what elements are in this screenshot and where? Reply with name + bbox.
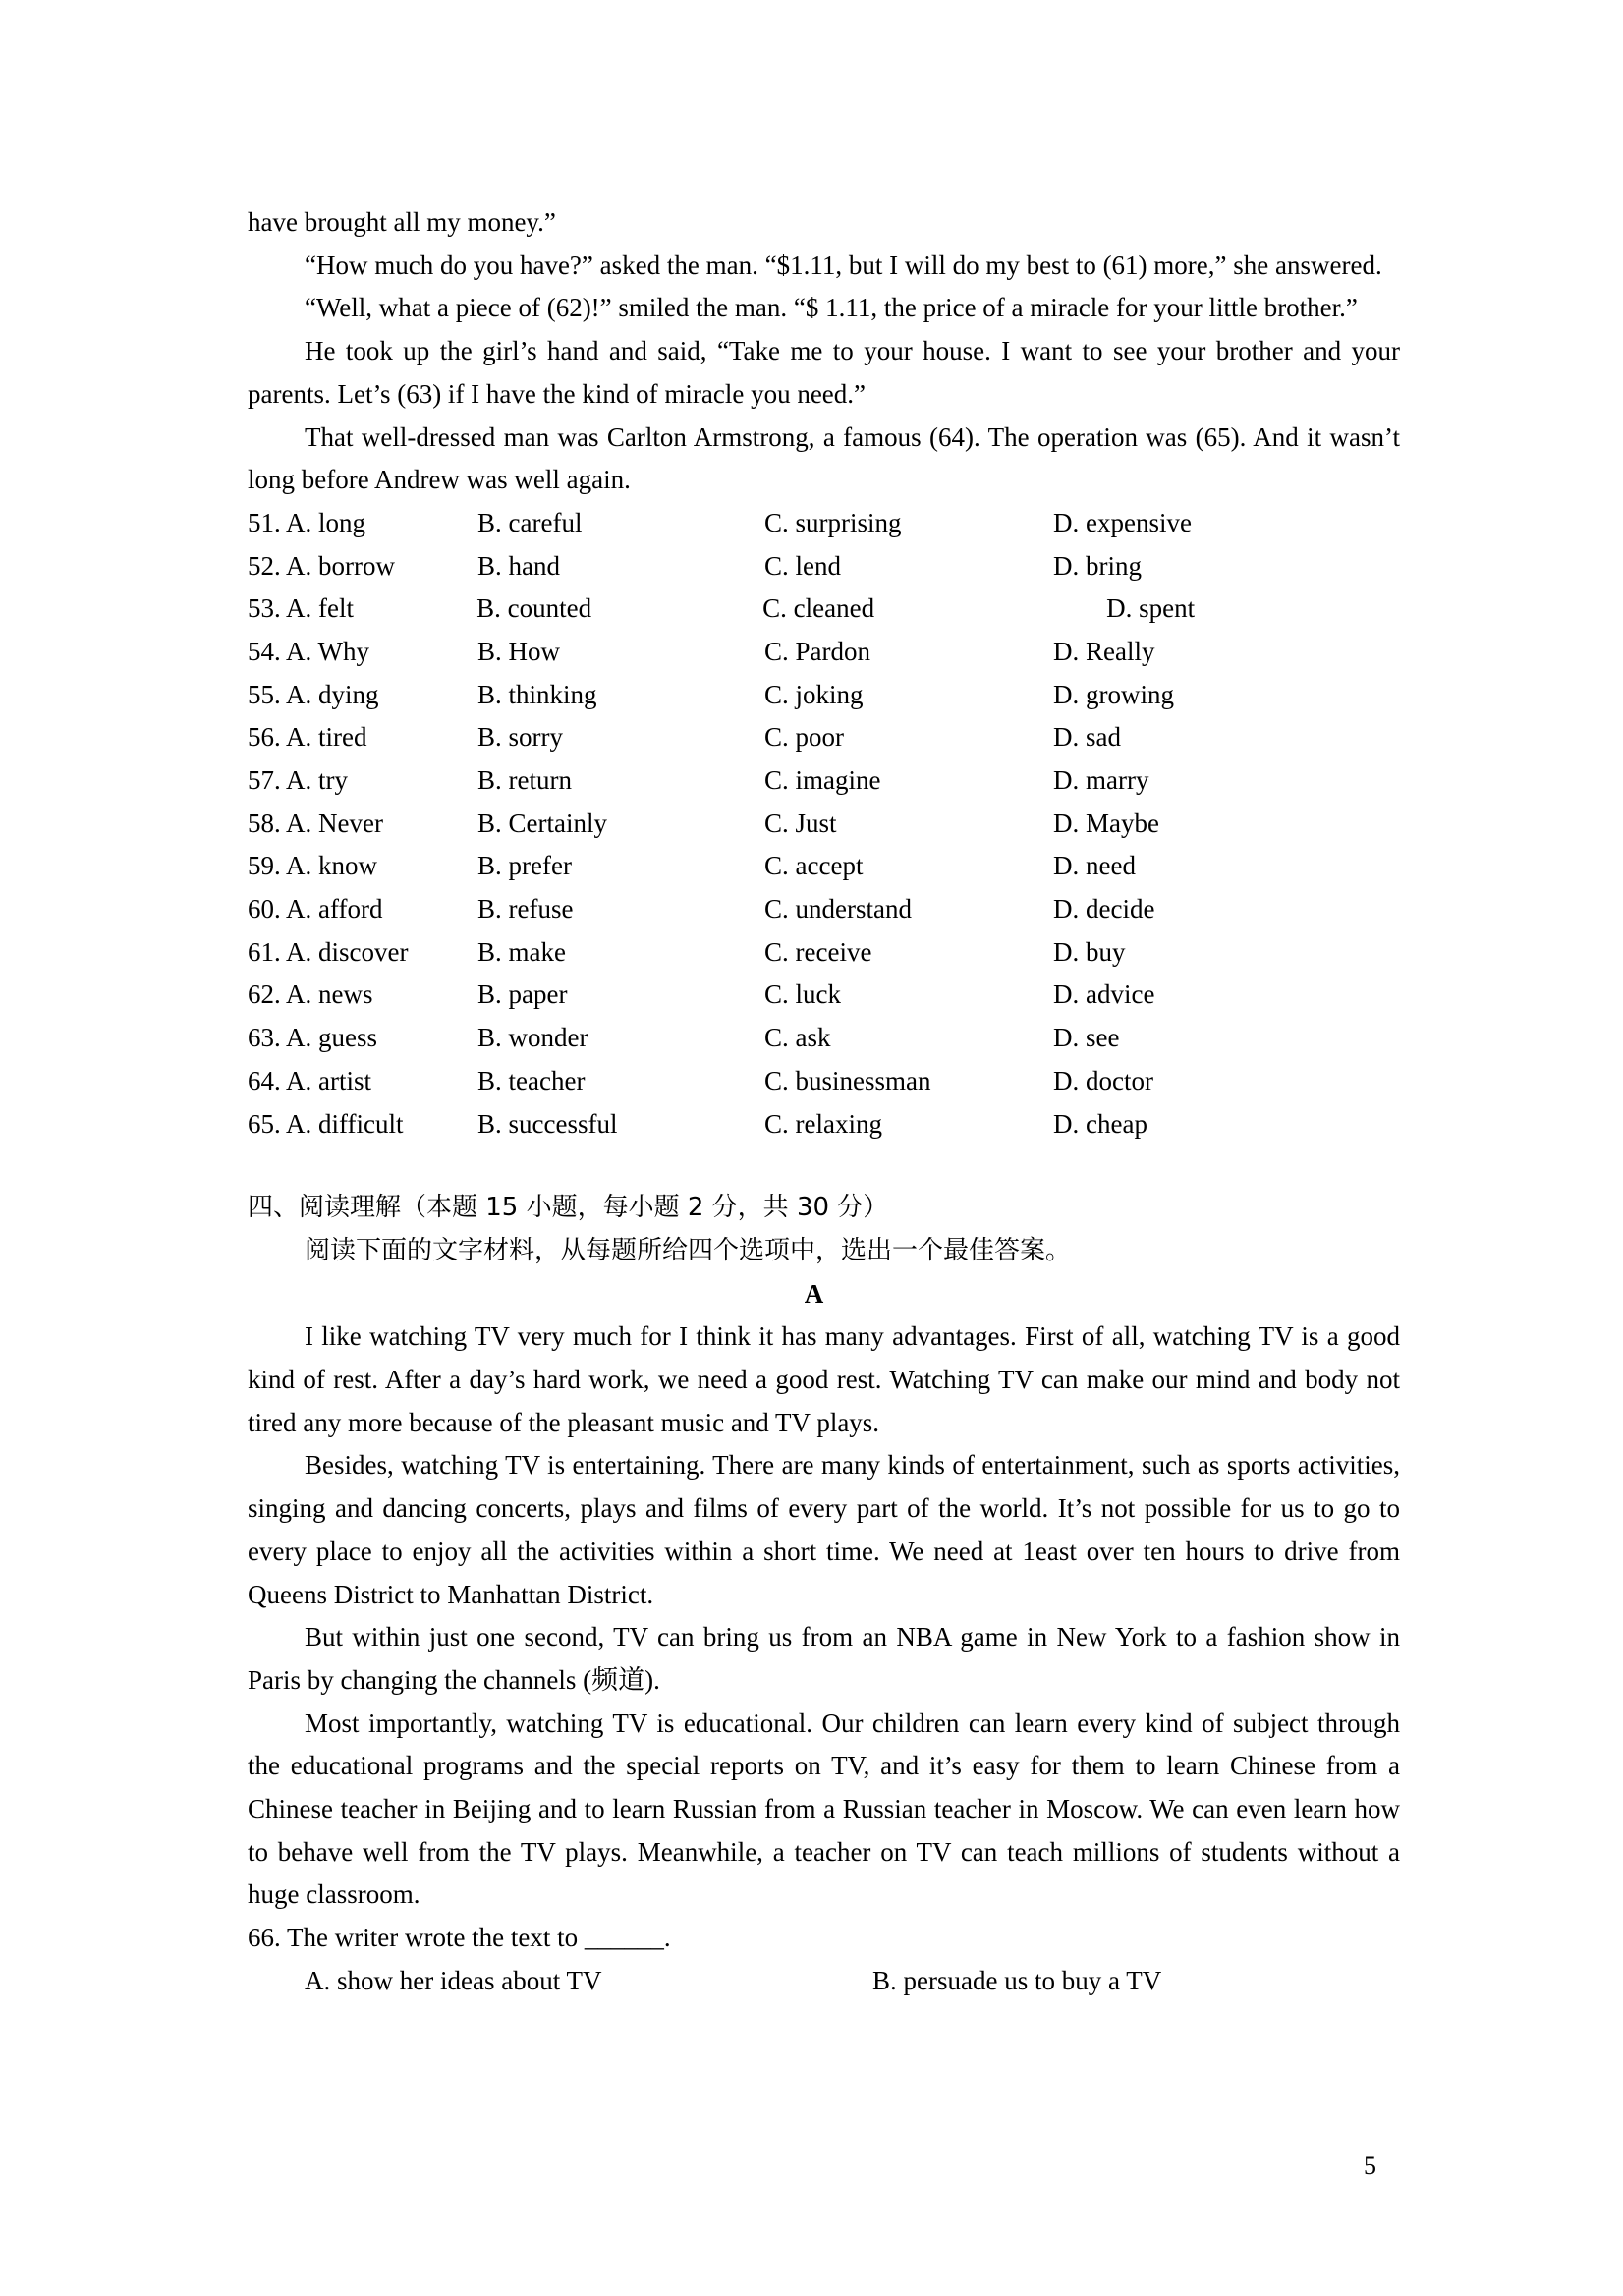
option-a: 61. A. discover: [248, 936, 409, 967]
option-a: 58. A. Never: [248, 808, 383, 838]
option-a: 62. A. news: [248, 980, 373, 1010]
exam-page: [248, 201, 1400, 2003]
option-d: D. cheap: [1053, 1108, 1147, 1139]
option-row-63: [248, 1017, 1400, 1060]
reading-section: [248, 1187, 1400, 2002]
page-number: 5: [1364, 2152, 1376, 2180]
passage-label: A: [804, 1278, 824, 1309]
option-d: D. doctor: [1053, 1065, 1153, 1095]
option-a: 63. A. guess: [248, 1023, 378, 1053]
option-b: B. return: [477, 765, 572, 796]
passage-paragraph: Most importantly, watching TV is educational. Our children can learn every kind of subject through the educational programs and the special reports on TV, and it’s easy for them to learn Chinese from a Chinese teacher in Beijing and to learn Russian from a Russian teacher in Moscow. We can even learn how to behave well from the TV plays. Meanwhile, a teacher on TV can teach millions of students without a huge classroom.: [248, 1708, 1400, 1910]
passage-paragraph: Besides, watching TV is entertaining. There are many kinds of entertainment, such as sports activities, singing and dancing concerts, plays and films of every part of the world. It’s not possible for us to go to every place to enjoy all the activities within a short time. We need at 1east over ten hours to drive from Queens District to Manhattan District.: [248, 1450, 1400, 1609]
option-d: D. bring: [1053, 550, 1142, 581]
option-c: C. Pardon: [764, 636, 870, 666]
story-paragraph: “Well, what a piece of (62)!” smiled the man. “$ 1.11, the price of a miracle for your little brother.”: [305, 293, 1358, 323]
option-row-55: [248, 674, 1400, 717]
answer-option-b: B. persuade us to buy a TV: [872, 1965, 1162, 1995]
option-c: C. Just: [764, 808, 837, 838]
option-row-51: [248, 502, 1400, 545]
option-b: B. careful: [477, 507, 583, 537]
option-c: C. relaxing: [764, 1108, 882, 1139]
option-d: D. spent: [1106, 593, 1196, 624]
option-b: B. Certainly: [477, 808, 607, 838]
option-c: C. receive: [764, 936, 872, 967]
cloze-options-list: [248, 502, 1400, 1146]
option-a: 64. A. artist: [248, 1065, 371, 1095]
option-row-60: [248, 888, 1400, 931]
option-c: C. understand: [764, 894, 912, 924]
option-b: B. sorry: [477, 722, 563, 753]
option-row-58: [248, 803, 1400, 846]
option-d: D. see: [1053, 1023, 1120, 1053]
story-paragraph: That well-dressed man was Carlton Armstrong, a famous (64). The operation was (65). And it wasn’t long before Andrew was well again.: [248, 421, 1400, 495]
option-a: 51. A. long: [248, 507, 366, 537]
option-a: 56. A. tired: [248, 722, 367, 753]
option-a: 59. A. know: [248, 851, 378, 881]
option-a: 54. A. Why: [248, 636, 370, 666]
section-spacer: [248, 1146, 1400, 1187]
option-c: C. businessman: [764, 1065, 931, 1095]
option-a: 52. A. borrow: [248, 550, 395, 581]
option-d: D. marry: [1053, 765, 1149, 796]
option-b: B. refuse: [477, 894, 574, 924]
cloze-story-ending: [248, 201, 1400, 502]
option-b: B. counted: [476, 593, 592, 624]
option-d: D. need: [1053, 851, 1136, 881]
option-a: 53. A. felt: [248, 593, 354, 624]
option-c: C. joking: [764, 679, 864, 709]
story-paragraph: have brought all my money.”: [248, 207, 556, 237]
option-c: C. cleaned: [762, 593, 875, 624]
option-b: B. paper: [477, 980, 568, 1010]
option-b: B. hand: [477, 550, 560, 581]
option-a: 60. A. afford: [248, 894, 383, 924]
answer-option-a: A. show her ideas about TV: [305, 1965, 602, 1995]
option-row-54: [248, 631, 1400, 674]
option-c: C. imagine: [764, 765, 881, 796]
option-d: D. sad: [1053, 722, 1121, 753]
option-a: 65. A. difficult: [248, 1108, 404, 1139]
story-paragraph: “How much do you have?” asked the man. “$1.11, but I will do my best to (61) more,” she answered.: [305, 250, 1382, 280]
option-row-62: [248, 974, 1400, 1017]
option-c: C. accept: [764, 851, 864, 881]
question-66-options: [248, 1960, 1400, 2003]
option-b: B. thinking: [477, 679, 597, 709]
option-row-65: [248, 1103, 1400, 1147]
option-row-53: [248, 588, 1400, 631]
passage-paragraph: But within just one second, TV can bring us from an NBA game in New York to a fashion show in Paris by changing the channels (频道).: [248, 1622, 1400, 1695]
option-d: D. Maybe: [1053, 808, 1159, 838]
option-c: C. poor: [764, 722, 844, 753]
option-d: D. decide: [1053, 894, 1155, 924]
option-c: C. lend: [764, 550, 841, 581]
option-row-56: [248, 716, 1400, 759]
option-d: D. Really: [1053, 636, 1155, 666]
option-row-52: [248, 545, 1400, 588]
option-a: 55. A. dying: [248, 679, 379, 709]
option-c: C. luck: [764, 980, 841, 1010]
option-b: B. How: [477, 636, 561, 666]
option-b: B. make: [477, 936, 566, 967]
section-heading: 四、阅读理解（本题 15 小题，每小题 2 分，共 30 分）: [248, 1193, 889, 1223]
option-c: C. surprising: [764, 507, 902, 537]
option-b: B. successful: [477, 1108, 618, 1139]
option-b: B. prefer: [477, 851, 572, 881]
story-paragraph: He took up the girl’s hand and said, “Take me to your house. I want to see your brother and your parents. Let’s (63) if I have the kind of miracle you need.”: [248, 336, 1400, 409]
option-row-64: [248, 1060, 1400, 1103]
option-b: B. wonder: [477, 1023, 588, 1053]
question-66: 66. The writer wrote the text to ______.: [248, 1923, 671, 1953]
option-c: C. ask: [764, 1023, 831, 1053]
option-row-61: [248, 931, 1400, 975]
option-d: D. growing: [1053, 679, 1174, 709]
passage-paragraph: I like watching TV very much for I think it has many advantages. First of all, watching TV is a good kind of rest. After a day’s hard work, we need a good rest. Watching TV can make our mind and body not tired any more because of the pleasant music and TV plays.: [248, 1321, 1400, 1437]
option-row-59: [248, 845, 1400, 888]
option-row-57: [248, 759, 1400, 803]
option-d: D. buy: [1053, 936, 1126, 967]
section-instruction: 阅读下面的文字材料，从每题所给四个选项中，选出一个最佳答案。: [305, 1235, 1072, 1265]
option-a: 57. A. try: [248, 765, 349, 796]
option-d: D. expensive: [1053, 507, 1192, 537]
option-d: D. advice: [1053, 980, 1155, 1010]
option-b: B. teacher: [477, 1065, 586, 1095]
